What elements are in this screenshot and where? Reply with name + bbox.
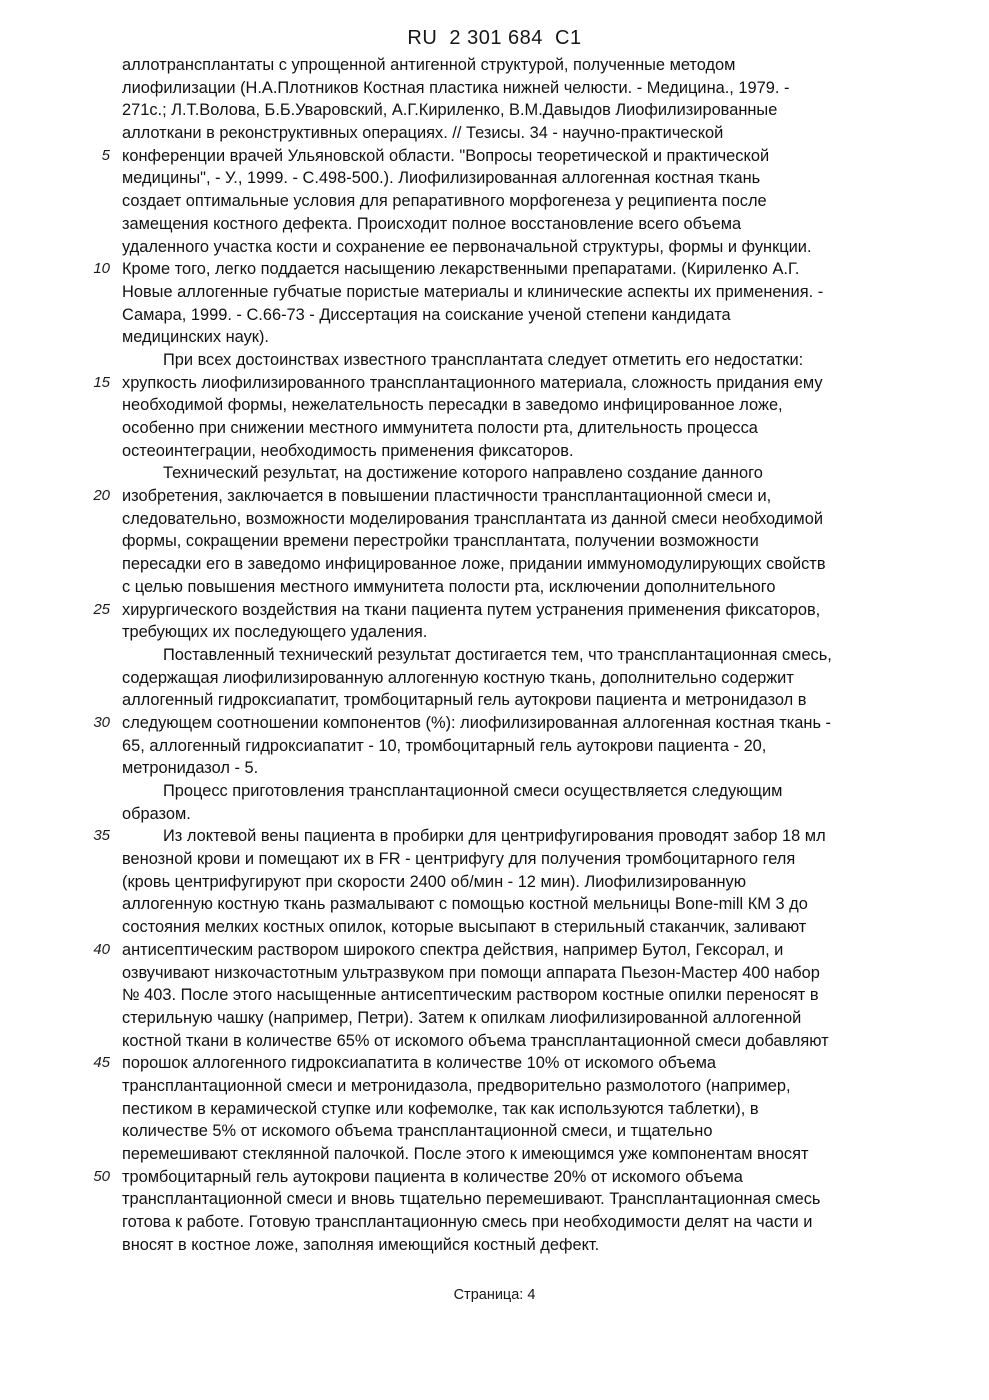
text-line xyxy=(122,326,912,349)
line-text: трансплантационной смеси и метронидазола, предворительно размолотого (например, xyxy=(122,1076,791,1095)
text-line xyxy=(122,304,912,327)
line-text: конференции врачей Ульяновской области. "Вопросы теоретической и практической xyxy=(122,146,770,165)
text-line xyxy=(93,712,912,735)
line-text: медицинских наук). xyxy=(122,328,269,347)
text-line xyxy=(122,122,912,145)
text-line xyxy=(122,213,912,236)
line-text: хрупкость лиофилизированного трансплантационного материала, сложность придания ему xyxy=(122,373,823,392)
text-line xyxy=(122,462,912,485)
text-line xyxy=(122,871,912,894)
line-text: хирургического воздействия на ткани пациента путем устранения применения фиксаторов, xyxy=(122,600,821,619)
text-line xyxy=(122,576,912,599)
line-text: тромбоцитарный гель аутокрови пациента в количестве 20% от искомого объема xyxy=(122,1167,743,1186)
line-text: образом. xyxy=(122,804,191,823)
line-text: (кровь центрифугируют при скорости 2400 об/мин - 12 мин). Лиофилизированную xyxy=(122,872,747,891)
line-text: антисептическим раствором широкого спектра действия, например Бутол, Гексорал, и xyxy=(122,940,784,959)
line-text: При всех достоинствах известного трансплантата следует отметить его недостатки: xyxy=(163,350,804,369)
line-text: вносят в костное ложе, заполняя имеющийся костный дефект. xyxy=(122,1235,600,1254)
line-text: замещения костного дефекта. Происходит полное восстановление всего объема xyxy=(122,214,742,233)
text-line xyxy=(122,667,912,690)
line-text: остеоинтеграции, необходимость применения фиксаторов. xyxy=(122,441,574,460)
text-line xyxy=(93,599,912,622)
line-number: 40 xyxy=(93,940,110,958)
line-text: следовательно, возможности моделирования трансплантата из данной смеси необходимой xyxy=(122,509,823,528)
line-text: требующих их последующего удаления. xyxy=(122,623,428,642)
text-line xyxy=(122,803,912,826)
text-line xyxy=(122,757,912,780)
line-text: венозной крови и помещают их в FR - центрифугу для получения тромбоцитарного геля xyxy=(122,850,796,869)
line-number: 5 xyxy=(101,146,110,164)
text-line xyxy=(93,372,912,395)
text-line xyxy=(122,1188,912,1211)
line-text: аллогенную костную ткань размалывают с помощью костной мельницы Bone-mill КМ 3 до xyxy=(122,895,808,914)
line-text: пересадки его в заведомо инфицированное ложе, придании иммуномодулирующих свойств xyxy=(122,555,826,574)
text-line xyxy=(122,848,912,871)
text-line xyxy=(122,984,912,1007)
text-line xyxy=(122,530,912,553)
line-text: трансплантационной смеси и вновь тщательно перемешивают. Трансплантационная смесь xyxy=(122,1190,821,1209)
text-line xyxy=(122,780,912,803)
line-text: создает оптимальные условия для репаративного морфогенеза у реципиента после xyxy=(122,192,767,211)
line-text: Технический результат, на достижение которого направлено создание данного xyxy=(163,464,763,483)
line-number: 45 xyxy=(93,1054,110,1072)
text-line xyxy=(122,508,912,531)
line-number: 30 xyxy=(93,713,110,731)
line-text: озвучивают низкочастотным ультразвуком при помощи аппарата Пьезон-Мастер 400 набор xyxy=(122,963,820,982)
text-line xyxy=(122,553,912,576)
page-number-label: Страница: 4 xyxy=(453,1287,536,1303)
line-text: лиофилизации (Н.А.Плотников Костная пластика нижней челюсти. - Медицина., 1979. - xyxy=(122,78,790,97)
text-line xyxy=(122,1075,912,1098)
line-text: 65, аллогенный гидроксиапатит - 10, тромбоцитарный гель аутокрови пациента - 20, xyxy=(122,736,767,755)
text-line xyxy=(122,54,912,77)
text-line xyxy=(122,99,912,122)
text-line xyxy=(93,825,912,848)
text-line xyxy=(122,417,912,440)
line-text: следующем соотношении компонентов (%): лиофилизированная аллогенная костная ткань - xyxy=(122,713,831,732)
line-text: количестве 5% от искомого объема трансплантационной смеси, и тщательно xyxy=(122,1122,713,1141)
line-text: Поставленный технический результат достигается тем, что трансплантационная смесь, xyxy=(163,645,832,664)
line-text: Самара, 1999. - С.66-73 - Диссертация на соискание ученой степени кандидата xyxy=(122,305,731,324)
text-line xyxy=(122,167,912,190)
line-text: Из локтевой вены пациента в пробирки для центрифугирования проводят забор 18 мл xyxy=(163,827,826,846)
text-line xyxy=(93,1166,912,1189)
text-line xyxy=(101,145,912,168)
publication-number: RU 2 301 684 C1 xyxy=(407,27,582,49)
line-text: аллоткани в реконструктивных операциях. // Тезисы. 34 - научно-практической xyxy=(122,124,724,143)
line-text: аллотрансплантаты с упрощенной антигенной структурой, полученные методом xyxy=(122,56,736,74)
text-line xyxy=(122,735,912,758)
line-text: Новые аллогенные губчатые пористые материалы и клинические аспекты их применения. - xyxy=(122,282,824,301)
line-number: 35 xyxy=(93,827,110,845)
line-text: стерильную чашку (например, Петри). Затем к опилкам лиофилизированной аллогенной xyxy=(122,1008,802,1027)
line-number: 10 xyxy=(93,260,110,278)
text-line xyxy=(122,1120,912,1143)
text-line xyxy=(122,77,912,100)
line-text: Процесс приготовления трансплантационной смеси осуществляется следующим xyxy=(163,782,783,800)
text-line xyxy=(122,1234,912,1257)
line-text: необходимой формы, нежелательность пересадки в заведомо инфицированное ложе, xyxy=(122,396,783,415)
line-text: с целью повышения местного иммунитета полости рта, исключении дополнительного xyxy=(122,577,776,596)
line-text: 271с.; Л.Т.Волова, Б.Б.Уваровский, А.Г.Кириленко, В.М.Давыдов Лиофилизированные xyxy=(122,101,778,120)
text-line xyxy=(122,349,912,372)
line-text: аллогенный гидроксиапатит, тромбоцитарный гель аутокрови пациента и метронидазол в xyxy=(122,691,807,710)
text-line xyxy=(122,621,912,644)
text-line xyxy=(122,644,912,667)
text-line xyxy=(122,1098,912,1121)
text-line xyxy=(122,1211,912,1234)
line-text: особенно при снижении местного иммунитета полости рта, длительность процесса xyxy=(122,419,758,437)
text-line xyxy=(122,236,912,259)
line-number: 15 xyxy=(93,373,110,391)
line-text: готова к работе. Готовую трансплантационную смесь при необходимости делят на части и xyxy=(122,1213,813,1232)
text-line xyxy=(93,1052,912,1075)
line-text: Кроме того, легко поддается насыщению лекарственными препаратами. (Кириленко А.Г. xyxy=(122,260,800,279)
text-line xyxy=(93,939,912,962)
text-line xyxy=(122,893,912,916)
text-line xyxy=(122,916,912,939)
text-line xyxy=(93,485,912,508)
line-number: 25 xyxy=(93,600,110,618)
line-text: содержащая лиофилизированную аллогенную костную ткань, дополнительно содержит xyxy=(122,668,794,687)
text-line xyxy=(122,190,912,213)
line-text: изобретения, заключается в повышении пластичности трансплантационной смеси и, xyxy=(122,487,772,506)
text-line xyxy=(122,281,912,304)
line-number: 50 xyxy=(93,1167,110,1185)
text-line xyxy=(122,962,912,985)
text-line xyxy=(122,440,912,463)
line-text: медицины", - У., 1999. - С.498-500.). Лиофилизированная аллогенная костная ткань xyxy=(122,169,761,188)
text-line xyxy=(93,258,912,281)
line-number: 20 xyxy=(93,487,110,505)
document-body xyxy=(93,54,912,1256)
line-text: № 403. После этого насыщенные антисептическим раствором костные опилки переносят в xyxy=(122,986,819,1005)
line-text: перемешивают стеклянной палочкой. После этого к имеющимся уже компонентам вносят xyxy=(122,1145,809,1163)
line-text: порошок аллогенного гидроксиапатита в количестве 10% от искомого объема xyxy=(122,1054,717,1073)
line-text: пестиком в керамической ступке или кофемолке, так как используются таблетки), в xyxy=(122,1099,759,1118)
line-text: удаленного участка кости и сохранение ее первоначальной структуры, формы и функции. xyxy=(122,237,812,256)
line-text: состояния мелких костных опилок, которые высыпают в стерильный стаканчик, заливают xyxy=(122,918,807,937)
text-line xyxy=(122,1007,912,1030)
text-line xyxy=(122,1030,912,1053)
line-text: метронидазол - 5. xyxy=(122,759,259,778)
text-line xyxy=(122,394,912,417)
text-line xyxy=(122,1143,912,1166)
line-text: костной ткани в количестве 65% от искомого объема трансплантационной смеси добавляют xyxy=(122,1031,829,1050)
text-line xyxy=(122,689,912,712)
line-text: формы, сокращении времени перестройки трансплантата, получении возможности xyxy=(122,532,759,551)
